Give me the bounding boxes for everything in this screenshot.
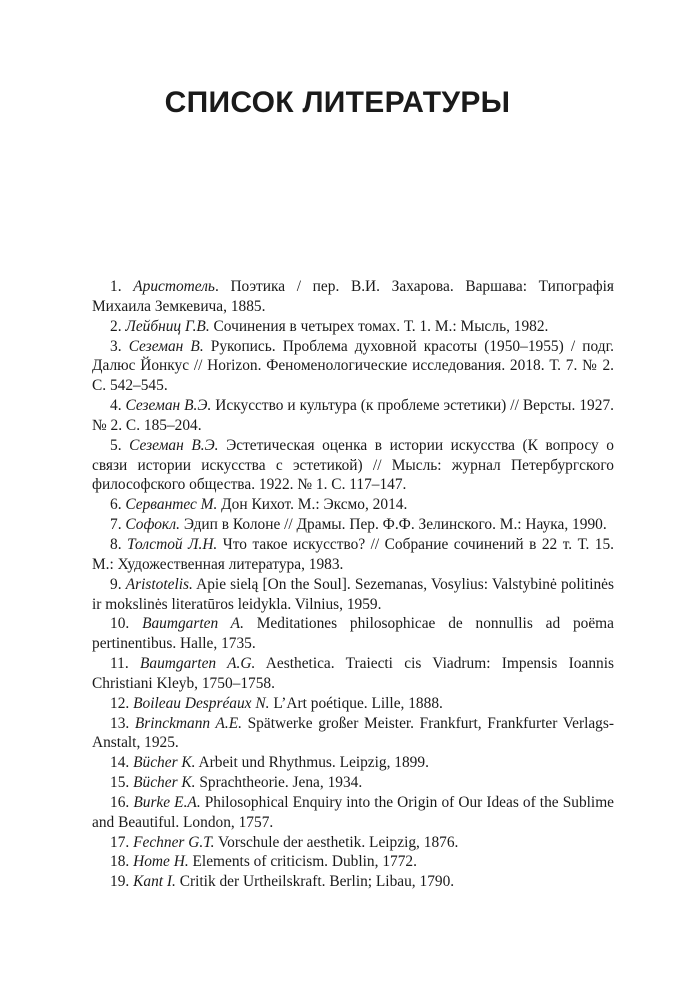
reference-author: Сервантес М. xyxy=(125,496,218,514)
reference-text: Sprachtheorie. Jena, 1934. xyxy=(195,774,363,792)
reference-text: Meditationes philosophicae de nonnullis ad poëma pertinentibus. Halle, 1735. xyxy=(92,615,614,653)
reference-text: Spätwerke großer Meister. Frankfurt, Frankfurter Verlags-Anstalt, 1925. xyxy=(92,714,614,752)
reference-author: Аристотель xyxy=(133,278,215,295)
reference-author: Bücher K. xyxy=(133,774,196,792)
reference-item xyxy=(92,396,614,436)
reference-number: 7. xyxy=(110,516,122,534)
reference-item xyxy=(92,773,614,793)
reference-item xyxy=(92,575,614,615)
reference-author: Толстой Л.Н. xyxy=(127,535,218,553)
reference-number: 8. xyxy=(110,535,122,553)
reference-author: Home H. xyxy=(133,853,189,871)
reference-text: Что такое искусство? // Собрание сочинений в 22 т. Т. 15. М.: Художественная литература, 1983. xyxy=(92,535,615,573)
reference-text: Critik der Urtheilskraft. Berlin; Libau, 1790. xyxy=(175,873,455,891)
reference-number: 17. xyxy=(110,833,130,851)
reference-author: Baumgarten A. xyxy=(142,615,244,633)
reference-text: Эдип в Колоне // Драмы. Пер. Ф.Ф. Зелинского. М.: Наука, 1990. xyxy=(179,516,607,534)
reference-number: 6. xyxy=(110,496,122,514)
reference-list xyxy=(92,277,614,892)
reference-text: Дон Кихот. М.: Эксмо, 2014. xyxy=(217,496,408,514)
reference-text: L’Art poétique. Lille, 1888. xyxy=(269,694,443,712)
reference-text: Arbeit und Rhythmus. Leipzig, 1899. xyxy=(195,754,429,772)
reference-item xyxy=(92,277,614,317)
reference-item xyxy=(92,833,614,853)
reference-item xyxy=(92,753,614,773)
reference-item xyxy=(92,654,614,694)
reference-text: Philosophical Enquiry into the Origin of Our Ideas of the Sublime and Beautiful. London, 1757. xyxy=(92,793,614,831)
reference-author: Bücher K. xyxy=(133,754,196,772)
reference-item xyxy=(92,714,614,754)
reference-text: Сочинения в четырех томах. Т. 1. М.: Мысль, 1982. xyxy=(209,317,549,335)
reference-item xyxy=(92,694,614,714)
reference-item xyxy=(92,535,614,575)
reference-item xyxy=(92,515,614,535)
reference-item xyxy=(92,337,614,397)
reference-author: Сеземан В.Э. xyxy=(129,436,219,454)
reference-number: 9. xyxy=(110,575,122,593)
reference-text: Apie sielą [On the Soul]. Sezemanas, Vosylius: Valstybinė politinės ir mokslinės literatūros leidykla. Vilnius, 1959. xyxy=(92,575,614,613)
reference-author: Сеземан В.Э. xyxy=(125,397,212,415)
reference-text: Искусство и культура (к проблеме эстетики) // Версты. 1927. № 2. С. 185–204. xyxy=(92,397,614,434)
reference-item xyxy=(92,614,614,654)
reference-number: 2. xyxy=(110,317,122,335)
reference-author: Kant I. xyxy=(133,873,176,891)
reference-number: 19. xyxy=(110,873,130,891)
reference-text: . Поэтика / пер. В.И. Захарова. Варшава: Типографія Михаила Земкевича, 1885. xyxy=(92,278,614,315)
reference-author: Лейбниц Г.В. xyxy=(125,317,210,335)
reference-text: Эстетическая оценка в истории искусства (К вопросу о связи истории искусства с эстетикой) // Мысль: журнал Петербургского философского общества. 1922. № 1. С. 117–147. xyxy=(92,436,614,494)
reference-number: 5. xyxy=(110,436,122,454)
reference-item xyxy=(92,872,614,892)
reference-item xyxy=(92,436,614,496)
reference-text: Elements of criticism. Dublin, 1772. xyxy=(188,853,417,871)
reference-number: 14. xyxy=(110,754,130,772)
reference-author: Burke E.A. xyxy=(133,793,201,811)
reference-author: Сеземан В. xyxy=(128,337,204,355)
reference-item xyxy=(92,495,614,515)
reference-item xyxy=(92,793,614,833)
reference-number: 1. xyxy=(110,278,122,295)
page-title: СПИСОК ЛИТЕРАТУРЫ xyxy=(164,86,511,119)
reference-author: Baumgarten A.G. xyxy=(140,655,256,673)
reference-author: Софокл. xyxy=(125,516,180,534)
reference-number: 16. xyxy=(110,793,130,811)
reference-author: Fechner G.T. xyxy=(133,833,215,851)
reference-number: 3. xyxy=(110,337,122,355)
reference-item xyxy=(92,317,614,337)
reference-number: 13. xyxy=(110,714,130,732)
reference-author: Aristotelis. xyxy=(125,575,193,593)
reference-number: 18. xyxy=(110,853,130,871)
reference-text: Aesthetica. Traiecti cis Viadrum: Impensis Ioannis Christiani Kleyb, 1750–1758. xyxy=(92,655,614,692)
reference-item xyxy=(92,852,614,872)
reference-text: Vorschule der aesthetik. Leipzig, 1876. xyxy=(214,833,459,851)
reference-text: Рукопись. Проблема духовной красоты (1950–1955) / подг. Далюс Йонкус // Horizon. Феноменологические исследования. 2018. Т. 7. № 2. С. 542–545. xyxy=(92,337,614,395)
reference-number: 10. xyxy=(110,615,130,633)
reference-number: 4. xyxy=(110,397,122,415)
reference-author: Boileau Despréaux N. xyxy=(133,694,270,712)
reference-author: Brinckmann A.E. xyxy=(134,714,242,732)
reference-number: 12. xyxy=(110,694,130,712)
reference-number: 11. xyxy=(110,655,129,673)
reference-number: 15. xyxy=(110,774,130,792)
